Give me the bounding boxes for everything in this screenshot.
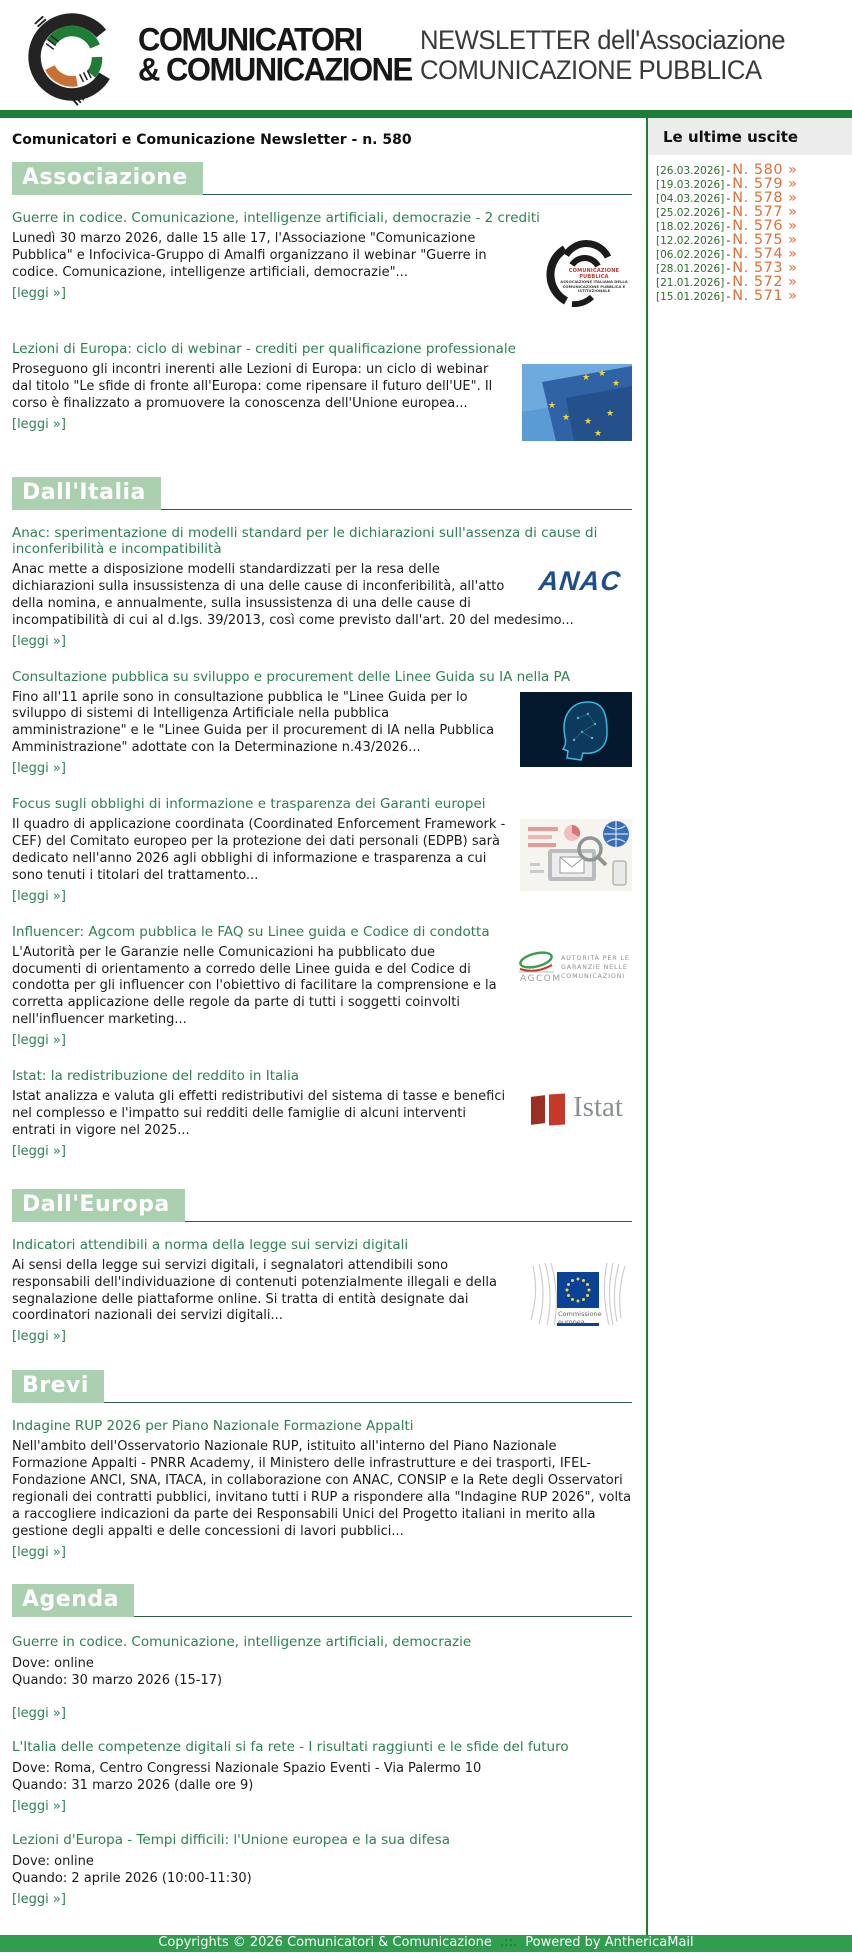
section-header-associazione xyxy=(12,162,632,200)
article-guerre-in-codice xyxy=(12,210,632,315)
agcom-caption-line1: AUTORITÀ PER LE xyxy=(561,954,630,962)
article-text: Anac mette a disposizione modelli standardizzati per la resa delle dichiarazioni sulla insussistenza di una delle cause di inconferibilità, all'atto della nomina, e annualmente, sulla insussistenza di una delle cause di incompatibilità di cui al d.lgs. 39/2013, così come previsto dall'art. 20 del medesimo... xyxy=(12,562,574,628)
issue-row xyxy=(656,218,848,232)
svg-text:★: ★ xyxy=(612,379,621,389)
article-title-link[interactable]: Focus sugli obblighi di informazione e trasparenza dei Garanti europei xyxy=(12,796,486,813)
issue-separator: - xyxy=(726,234,731,247)
article-focus-garanti xyxy=(12,796,632,904)
issue-date: [25.02.2026] xyxy=(656,207,725,219)
leggi-link[interactable]: [leggi »] xyxy=(12,285,66,301)
article-text: Lunedì 30 marzo 2026, dalle 15 alle 17, l'Associazione "Comunicazione Pubblica" e Infocivica-Gruppo di Amalfi organizzano il webinar "Guerre in codice. Comunicazione, intelligenze artificiali, democrazie"... xyxy=(12,231,487,280)
event-quando: Quando: 2 aprile 2026 (10:00-11:30) xyxy=(12,1871,252,1887)
article-consultazione-ia xyxy=(12,669,632,777)
european-commission-logo-image[interactable] xyxy=(527,1260,632,1328)
leggi-link[interactable]: [leggi »] xyxy=(12,888,66,904)
article-istat-redistribuzione xyxy=(12,1068,632,1159)
issue-row xyxy=(656,288,848,302)
issue-row xyxy=(656,260,848,274)
header-divider-bar xyxy=(0,110,852,118)
leggi-link[interactable]: [leggi »] xyxy=(12,1143,66,1159)
issue-date: [28.01.2026] xyxy=(656,263,725,275)
svg-text:★: ★ xyxy=(548,401,557,411)
event-italia-competenze-digitali xyxy=(12,1739,632,1814)
footer-bar xyxy=(0,1935,852,1952)
issue-link[interactable]: N. 573 » xyxy=(732,260,798,276)
article-text: Istat analizza e valuta gli effetti redistributivi del sistema di tasse e benefici nel complesso e l'impatto sui redditi delle famiglie di alcuni interventi entrati in vigore nel 2025... xyxy=(12,1089,506,1138)
section-header-brevi xyxy=(12,1370,632,1408)
issue-row xyxy=(656,162,848,176)
brand-line-1: COMUNICATORI xyxy=(138,20,362,58)
eucomm-caption-line1: Commissione xyxy=(558,1309,602,1318)
cp-logo-subtitle: ASSOCIAZIONE ITALIANA DELLA COMUNICAZIONE PUBBLICA E ISTITUZIONALE xyxy=(560,279,628,294)
article-title-link[interactable]: Indicatori attendibili a norma della legge sui servizi digitali xyxy=(12,1236,409,1253)
leggi-link[interactable]: [leggi »] xyxy=(12,761,66,777)
issue-date: [04.03.2026] xyxy=(656,193,725,205)
article-text: Nell'ambito dell'Osservatorio Nazionale RUP, istituito all'interno del Piano Nazionale Formazione Appalti - PNRR Academy, il Ministero delle infrastrutture e dei trasporti, IFEL-Fondazione ANCI, SNA, ITACA, in collaborazione con ANAC, CONSIP e la Rete degli Osservatori regionali dei contratti pubblici, invitano tutti i RUP a rispondere alla "Indagine RUP 2026", volta a raccogliere indicazioni da parte dei Responsabili Unici del Progetto italiani in merito alla gestione degli appalti e delle concessioni di lavori pubblici... xyxy=(12,1439,632,1539)
leggi-link[interactable]: [leggi »] xyxy=(12,1705,66,1721)
main-column xyxy=(0,118,648,1935)
brand-title xyxy=(138,20,412,88)
svg-text:★: ★ xyxy=(598,369,607,379)
event-dove: Dove: Roma, Centro Congressi Nazionale Spazio Eventi - Via Palermo 10 xyxy=(12,1760,482,1776)
issue-separator: - xyxy=(726,192,731,205)
svg-text:★: ★ xyxy=(562,413,571,423)
issue-row xyxy=(656,274,848,288)
masthead-line-2: COMUNICAZIONE PUBBLICA xyxy=(419,55,762,85)
article-title-link[interactable]: Indagine RUP 2026 per Piano Nazionale Formazione Appalti xyxy=(12,1418,414,1435)
footer-powered-by: Powered by AnthericaMail xyxy=(525,1935,694,1950)
article-indagine-rup xyxy=(12,1418,632,1559)
content-row xyxy=(0,118,852,1935)
issue-separator: - xyxy=(726,220,731,233)
cp-logo-text xyxy=(558,268,630,294)
eucomm-caption-line2: europea xyxy=(558,1318,585,1327)
sidebar-latest-issues xyxy=(648,118,852,1935)
issue-link[interactable]: N. 575 » xyxy=(732,232,798,248)
leggi-link[interactable]: [leggi »] xyxy=(12,1798,66,1814)
event-title-link[interactable]: Lezioni d'Europa - Tempi difficili: l'Unione europea e la sua difesa xyxy=(12,1831,450,1848)
issue-row xyxy=(656,204,848,218)
article-title-link[interactable]: Istat: la redistribuzione del reddito in Italia xyxy=(12,1068,300,1085)
masthead xyxy=(420,25,804,85)
footer-copyright: Copyrights © 2026 Comunicatori & Comunicazione xyxy=(158,1935,492,1950)
istat-logo-image[interactable] xyxy=(526,1091,632,1129)
event-dove: Dove: online xyxy=(12,1655,94,1671)
istat-book-shape xyxy=(531,1095,545,1125)
brand-line-2: & COMUNICAZIONE xyxy=(138,51,412,88)
privacy-illustration-image[interactable] xyxy=(520,819,632,891)
event-dove: Dove: online xyxy=(12,1853,94,1869)
article-title-link[interactable]: Influencer: Agcom pubblica le FAQ su Linee guida e Codice di condotta xyxy=(12,923,490,940)
event-quando: Quando: 30 marzo 2026 (15-17) xyxy=(12,1673,223,1689)
comunicazione-pubblica-logo-image[interactable] xyxy=(532,233,632,307)
event-lezioni-europa-difesa xyxy=(12,1832,632,1907)
issue-row xyxy=(656,246,848,260)
event-title-link[interactable]: L'Italia delle competenze digitali si fa rete - I risultati raggiunti e le sfide del futuro xyxy=(12,1738,569,1755)
issue-date: [19.03.2026] xyxy=(656,179,725,191)
issue-date: [21.01.2026] xyxy=(656,277,725,289)
article-text: Fino all'11 aprile sono in consultazione pubblica le "Linee Guida per lo sviluppo di sistemi di Intelligenza Artificiale nella pubblica amministrazione" e le "Linee Guida per il procurement di IA nella Pubblica Amministrazione" adottate con la Determinazione n.43/2026... xyxy=(12,689,495,756)
page-title: Comunicatori e Comunicazione Newsletter - n. 580 xyxy=(12,132,412,148)
article-title-link[interactable]: Guerre in codice. Comunicazione, intelligenze artificiali, democrazie - 2 crediti xyxy=(12,210,540,226)
issue-separator: - xyxy=(726,178,731,191)
article-text: Il quadro di applicazione coordinata (Coordinated Enforcement Framework - CEF) del Comitato europeo per la protezione dei dati personali (EDPB) sarà dedicato nell'anno 2026 agli obblighi di informazione e trasparenza a cui sono tenuti i titolari del trattamento... xyxy=(12,817,506,883)
section-label: Agenda xyxy=(12,1584,134,1617)
cp-logo-title: COMUNICAZIONE PUBBLICA xyxy=(568,268,620,280)
article-lezioni-di-europa xyxy=(12,341,632,449)
footer-separator: .::. xyxy=(500,1935,518,1950)
issue-date: [18.02.2026] xyxy=(656,221,725,233)
leggi-link[interactable]: [leggi »] xyxy=(12,1033,66,1049)
issue-separator: - xyxy=(726,276,731,289)
european-commission-caption xyxy=(558,1310,602,1327)
agcom-caption xyxy=(561,954,630,981)
article-text: Proseguono gli incontri inerenti alle Lezioni di Europa: un ciclo di webinar dal titolo "Le sfide di fronte all'Europa: come ripensare il futuro dell'UE". Il corso è finalizzato a promuovere la conoscenza dell'Unione europea... xyxy=(12,362,493,411)
issue-link[interactable]: N. 574 » xyxy=(732,246,798,262)
issue-separator: - xyxy=(726,262,731,275)
article-influencer-agcom xyxy=(12,924,632,1048)
issue-separator: - xyxy=(726,290,731,303)
agcom-caption-line3: COMUNICAZIONI xyxy=(561,972,626,980)
bottom-spacer xyxy=(0,1952,852,1960)
issue-date: [15.01.2026] xyxy=(656,291,725,303)
issue-link[interactable]: N. 579 » xyxy=(732,176,798,192)
article-indicatori-attendibili xyxy=(12,1237,632,1345)
leggi-link[interactable]: [leggi »] xyxy=(12,416,66,432)
svg-text:★: ★ xyxy=(606,409,615,419)
anac-logo-text: ANAC xyxy=(536,566,623,596)
event-quando: Quando: 31 marzo 2026 (dalle ore 9) xyxy=(12,1778,254,1794)
eu-flag-image[interactable] xyxy=(522,364,632,441)
anac-logo-image[interactable] xyxy=(527,565,632,601)
svg-text:★: ★ xyxy=(584,417,593,427)
issue-link[interactable]: N. 571 » xyxy=(732,288,798,304)
issue-list xyxy=(648,155,852,302)
masthead-line-1: NEWSLETTER dell'Associazione xyxy=(419,24,785,55)
issue-link[interactable]: N. 578 » xyxy=(732,190,798,206)
section-label: Dall'Italia xyxy=(12,477,161,510)
issue-row xyxy=(656,232,848,246)
issue-date: [12.02.2026] xyxy=(656,235,725,247)
comunicatori-logo xyxy=(24,7,120,107)
article-title-link[interactable]: Lezioni di Europa: ciclo di webinar - crediti per qualificazione professionale xyxy=(12,341,516,357)
issue-row xyxy=(656,176,848,190)
issue-row xyxy=(656,190,848,204)
event-guerre-in-codice xyxy=(12,1634,632,1721)
article-anac-modelli xyxy=(12,525,632,649)
leggi-link[interactable]: [leggi »] xyxy=(12,1329,66,1345)
agcom-brand-text: AGCOM xyxy=(520,973,562,984)
issue-separator: - xyxy=(726,164,731,177)
section-label: Associazione xyxy=(12,162,203,195)
sidebar-title: Le ultime uscite xyxy=(648,118,852,155)
ai-head-image[interactable] xyxy=(520,692,632,767)
leggi-link[interactable]: [leggi »] xyxy=(12,1892,66,1907)
section-label: Brevi xyxy=(12,1370,104,1403)
istat-book-shape xyxy=(549,1094,565,1126)
leggi-link[interactable]: [leggi »] xyxy=(12,633,66,649)
article-text: L'Autorità per le Garanzie nelle Comunicazioni ha pubblicato due documenti di orientamento a corredo delle Linee guida e del Codice di condotta per gli influencer con l'obiettivo di facilitare la comprensione e la corretta applicazione delle regole da parte di tutti i soggetti coinvolti nell'influencer marketing... xyxy=(12,944,497,1028)
section-header-agenda xyxy=(12,1584,632,1622)
issue-date: [26.03.2026] xyxy=(656,165,725,177)
article-title-link[interactable]: Consultazione pubblica su sviluppo e procurement delle Linee Guida su IA nella PA xyxy=(12,668,571,685)
section-header-dall-italia xyxy=(12,477,632,515)
istat-logo-text: Istat xyxy=(573,1091,623,1124)
section-label: Dall'Europa xyxy=(12,1189,185,1222)
article-text: Ai sensi della legge sui servizi digitali, i segnalatori attendibili sono responsabili dell'individuazione di contenuti potenzialmente illegali e della segnalazione delle piattaforme online. Si tratta di entità designate dai coordinatori nazionali dei servizi digitali... xyxy=(12,1257,497,1324)
header xyxy=(0,0,852,110)
issue-link[interactable]: N. 580 » xyxy=(732,162,798,178)
issue-link[interactable]: N. 577 » xyxy=(732,204,798,220)
agcom-logo-image[interactable] xyxy=(514,947,632,991)
agcom-caption-line2: GARANZIE NELLE xyxy=(561,963,628,971)
svg-text:★: ★ xyxy=(582,373,591,383)
article-title-link[interactable]: Anac: sperimentazione di modelli standard per le dichiarazioni sull'assenza di cause di inconferibilità e incompatibilità xyxy=(12,525,598,557)
issue-link[interactable]: N. 572 » xyxy=(732,274,798,290)
issue-link[interactable]: N. 576 » xyxy=(732,218,798,234)
svg-text:★: ★ xyxy=(594,429,603,439)
event-title-link[interactable]: Guerre in codice. Comunicazione, intelligenze artificiali, democrazie xyxy=(12,1633,472,1650)
issue-separator: - xyxy=(726,248,731,261)
section-header-dall-europa xyxy=(12,1189,632,1227)
issue-date: [06.02.2026] xyxy=(656,249,725,261)
leggi-link[interactable]: [leggi »] xyxy=(12,1544,66,1560)
issue-separator: - xyxy=(726,206,731,219)
